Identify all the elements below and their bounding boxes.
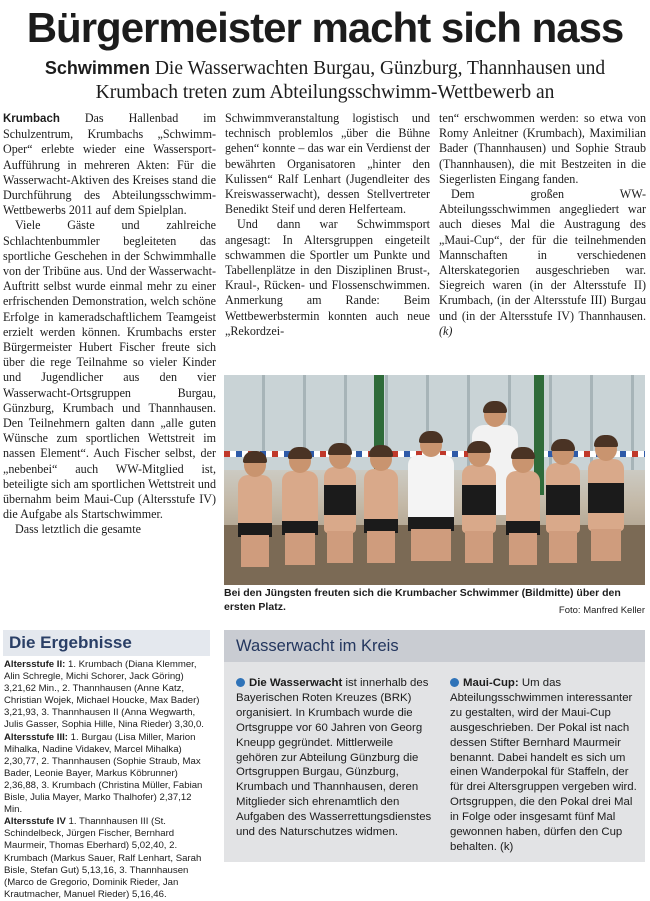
results-box [3, 630, 210, 900]
results-body [3, 656, 210, 901]
paragraph: Viele Gäste und zahlreiche Schlachtenbummler begleiteten das sportliche Geschehen in der Schwimmhalle von der Tribüne aus. Und der Wasserwacht-Auftritt selbst wurde einmal mehr zu einer erfrischenden Demonstration, welch schöne Erfolge in kameradschaftlichem Teamgeist erzielt werden können. Krumbachs erster Bürgermeister Hubert Fischer freute sich über die rege Teilnahme so vieler Kinder und Jugendlicher aus den vier Wasserwacht-Ortsgruppen Burgau, Günzburg, Krumbach und Thannhausen. Den Teilnehmern galten dann „alle guten Wünsche zum sportlichen Wettstreit im nassen Element“. Auch Fischer selbst, der „nebenbei“ auch WW-Mitglied ist, beteiligte sich am sportlichen Wettstreit und übernahm beim Maui-Cup (Altersstufe IV) die Aufgabe als Startschwimmer. [3, 218, 216, 522]
result-text: 1. Burgau (Lisa Miller, Marion Mihalka, Nadine Vidakev, Marcel Mihalka) 2,30,77, 2. Thannhausen (Sophie Straub, Max Bader, Leonie Bayer, Markus Köbrunner) 2,36,88, 3. Krumbach (Christina Müller, Fabian Bisle, Julia Mayer, Marko Thalhofer) 2,37,12 Min. [4, 731, 203, 816]
result-entry [4, 659, 209, 732]
info-column-1 [236, 676, 436, 856]
info-paragraph [450, 676, 638, 855]
photo-swimmer [282, 471, 318, 535]
photo-swimmer [546, 463, 580, 533]
results-title: Die Ergebnisse [3, 630, 210, 656]
photo-swimmer [324, 467, 356, 533]
info-text: ist innerhalb des Bayerischen Roten Kreuzes (BRK) organisiert. In Krumbach wurde die Ortsgruppe vor 60 Jahren von Georg Kneupp gegründet. Mittlerweile gehören zur Abteilung Günzburg die Ortsgruppen Burgau, Günzburg, Krumbach und Thannhausen, deren Mitglieder sich ehrenamtlich den Aufgaben des Wasserrettungsdienstes und des Naturschutzes widmen. [236, 677, 432, 839]
photo-swimmer [238, 475, 272, 537]
info-lead: Maui-Cup: [463, 677, 519, 689]
info-paragraph [236, 676, 436, 840]
subheadline [4, 56, 646, 104]
paragraph: Schwimmveranstaltung logistisch und technisch problemlos „über die Bühne gehen“ konnte – das war ein Verdienst der bewährten Organisatoren „hinter den Kulissen“ Ralf Lenhart (Jugendleiter des Kreiswasserwacht), dessen Stellvertreter Benedikt Steif und deren Helferteam. [225, 111, 430, 217]
dateline: Krumbach [3, 113, 60, 125]
result-entry [4, 816, 209, 901]
info-text: Um das Abteilungsschwimmen interessanter zu gestalten, wird der Maui-Cup ausgeschrieben. Der Pokal ist nach dessen Stifter Bernhard Maurmeir benannt. Dabei handelt es sich um einen Wanderpokal für Staffeln, der für drei Altersgruppen vergeben wird. Ortsgruppen, die den Pokal drei Mal in Folge oder insgesamt fünf Mal gewonnen haben, dürfen den Cup behalten. [450, 677, 637, 853]
info-box-title: Wasserwacht im Kreis [224, 630, 645, 662]
article-column-2 [225, 111, 430, 374]
subhead-text: Die Wasserwachten Burgau, Günzburg, Thannhausen und Krumbach treten zum Abteilungsschwimm-Wettbewerb an [95, 58, 606, 103]
result-text: 1. Krumbach (Diana Klemmer, Alin Schregle, Michi Schorer, Jack Göring) 3,21,62 Min., 2. Thannhausen (Anne Katz, Christian Wojek, Michael Houcke, Max Bader) 3,21,93, 3. Thannhausen II (Anna Wegwarth, Julis Gasser, Sophia Hille, Nina Rieder) 3,30,0. [4, 659, 204, 731]
paragraph: Und dann war Schwimmsport angesagt: In Altersgruppen eingeteilt schwammen die Sportler um Punkte und Tabellenplätze in den Disziplinen Brust-, Kraul-, Rücken- und Flossenschwimmen. Anmerkung am Rande: Beim Wettbewerbstermin konnten auch neue „Rekordzei- [225, 217, 430, 338]
photo-swimmer [506, 471, 540, 535]
headline: Bürgermeister macht sich nass [26, 4, 624, 51]
result-label: Altersstufe II: [4, 659, 66, 670]
bullet-dot-icon [450, 678, 459, 687]
info-lead: Die Wasserwacht [249, 677, 343, 689]
photo-swimmer-with-trophy [408, 455, 454, 531]
photo-swimmer [588, 459, 624, 531]
photo-swimmer [364, 469, 398, 533]
photo-caption [224, 587, 645, 617]
result-text: 1. Thannhausen III (St. Schindelbeck, Jürgen Fischer, Bernhard Maurmeir, Thomas Eberhard) 5,02,40, 2. Krumbach (Markus Sauer, Ralf Lenhart, Sarah Bisle, Stefan Gut) 5,13,16, 3. Thannhausen (Marco de Gregorio, Dominik Rieder, Jan Krautmacher, Manuel Rieder) 5,16,46. [4, 816, 202, 900]
info-box-wasserwacht [224, 630, 645, 862]
result-entry [4, 732, 209, 817]
paragraph [439, 187, 646, 339]
article-column-1 [3, 111, 216, 626]
paragraph-text: Das Hallenbad im Schulzentrum, Krumbachs „Schwimm-Oper“ erlebte wieder eine Wassersport-Aufführung in mehreren Akten: Für die Wasserwacht-Aktiven des Kreises stand die Durchführung des Abteilungsschwimm-Wettbewerbs 2011 auf dem Spielplan. [3, 111, 216, 218]
paragraph-text: Dem großen WW-Abteilungsschwimmen angegliedert war auch dieses Mal die Austragung des „Maui-Cup“, der für die teilnehmenden Mannschaften in verschiedenen Alterskategorien ausgeschrieben war. Siegreich waren (in der Altersstufe II) Krumbach, (in der Altersstufe III) Burgau und (in der Altersstufe IV) Thannhausen. [439, 187, 646, 323]
bullet-dot-icon [236, 678, 245, 687]
team-photo [224, 375, 645, 585]
author-signature: (k) [439, 323, 453, 338]
result-label: Altersstufe IV [4, 816, 66, 828]
paragraph: Dass letztlich die gesamte [15, 522, 141, 537]
author-signature: (k) [500, 840, 514, 853]
paragraph [3, 111, 216, 218]
article-column-3 [439, 111, 646, 374]
subhead-kicker: Schwimmen [44, 58, 150, 78]
photo-swimmer [462, 465, 496, 533]
photo-credit: Foto: Manfred Keller [553, 604, 645, 618]
result-label: Altersstufe III: [4, 731, 68, 743]
paragraph: ten“ erschwommen werden: so etwa von Romy Anleitner (Krumbach), Maximilian Bader (Thannhausen) und Sophie Straub (Thannhausen), die mit Bestzeiten in die Siegerlisten Eingang fanden. [439, 111, 646, 186]
caption-text: Bei den Jüngsten freuten sich die Krumbacher Schwimmer (Bildmitte) über den ersten Platz. [224, 587, 621, 613]
info-column-2 [450, 676, 638, 856]
